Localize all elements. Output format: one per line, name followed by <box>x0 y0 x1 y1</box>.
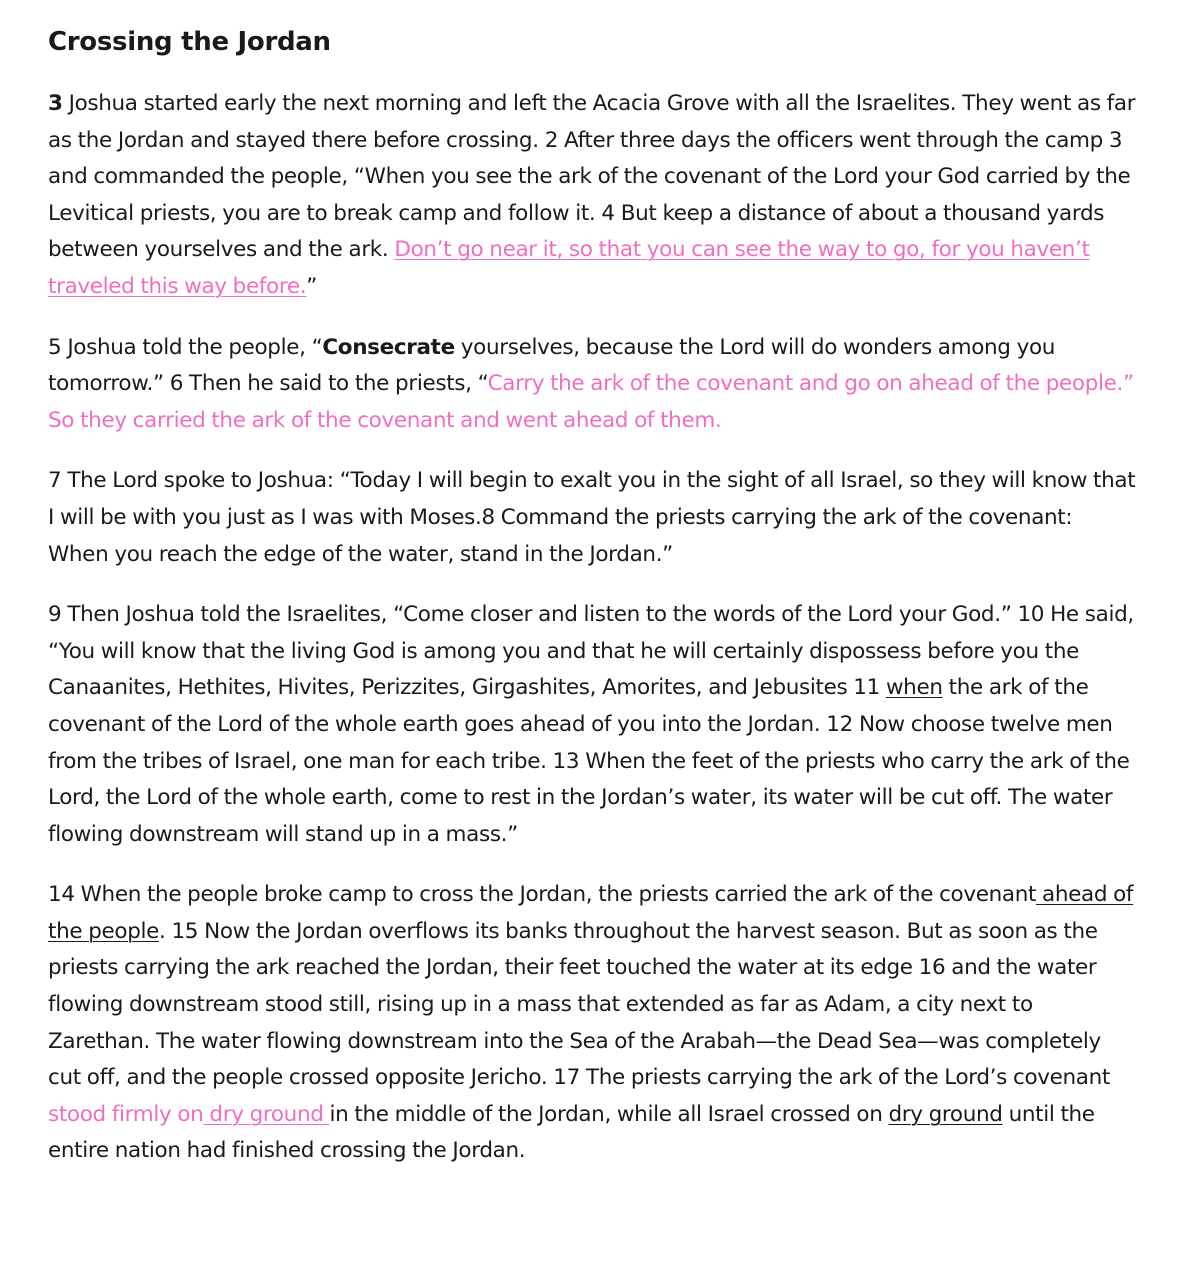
text-segment: Joshua started early the next morning and left the Acacia Grove with all the Israelites. They went as far as the Jordan and stayed there before crossing. 2 After three days the officers went through the camp 3 and commanded the people, “When you see the ark of the covenant of the Lord your God carried by the Levitical priests, you are to break camp and follow it. 4 But keep a distance of about a thousand yards between yourselves and the ark. <box>48 91 1136 263</box>
text-segment: 14 When the people broke camp to cross the Jordan, the priests carried the ark of the covenant <box>48 882 1037 908</box>
text-segment: until the entire nation had finished crossing the Jordan. <box>48 1101 1095 1164</box>
text-segment: 7 The Lord spoke to Joshua: “Today I will begin to exalt you in the sight of all Israel, so they will know that I will be with you just as I was with Moses.8 Command the priests carrying the ark of the covenant: When you reach the edge of the water, stand in the Jordan.” <box>48 468 1136 567</box>
text-segment: 9 Then Joshua told the Israelites, “Come closer and listen to the words of the Lord your God.” 10 He said, “You will know that the living God is among you and that he will certainly dispossess before you the Canaanites, Hethites, Hivites, Perizzites, Girgashites, Amorites, and Jebusites 11 <box>48 602 1134 701</box>
highlighted-underlined-text: Don’t go near it, so that you can see the way to go, for you haven’t traveled this way before. <box>48 237 1090 299</box>
paragraph-verses-1-4 <box>48 86 1138 306</box>
paragraph-verses-5-6 <box>48 330 1138 440</box>
text-segment: . 15 Now the Jordan overflows its banks throughout the harvest season. But as soon as the priests carrying the ark reached the Jordan, their feet touched the water at its edge 16 and the water flowing downstream stood still, rising up in a mass that extended as far as Adam, a city next to Zarethan. The water flowing downstream into the Sea of the Arabah—the Dead Sea—was completely cut off, and the people crossed opposite Jericho. 17 The priests carrying the ark of the Lord’s covenant <box>48 918 1110 1091</box>
paragraph-verses-14-17 <box>48 877 1138 1170</box>
chapter-number: 3 <box>48 91 63 116</box>
underlined-dry-ground: dry ground <box>888 1101 1003 1127</box>
highlighted-underlined-dry-ground: dry ground <box>203 1101 330 1127</box>
bold-word-consecrate: Consecrate <box>322 334 455 360</box>
paragraph-verses-7-8 <box>48 463 1138 573</box>
underlined-word-when: when <box>885 675 943 701</box>
text-segment: yourselves, because the Lord will do wonders among you tomorrow.” 6 Then he said to the priests, “ <box>48 334 1056 397</box>
text-segment: 5 Joshua told the people, “ <box>48 334 323 360</box>
text-segment: ” <box>306 273 318 299</box>
text-segment: in the middle of the Jordan, while all Israel crossed on <box>329 1101 889 1127</box>
underlined-ahead-of-the-people: ahead of the people <box>48 882 1134 944</box>
text-segment: the ark of the covenant of the Lord of the whole earth goes ahead of you into the Jordan. 12 Now choose twelve men from the tribes of Israel, one man for each tribe. 13 When the feet of the priests who carry the ark of the Lord, the Lord of the whole earth, come to rest in the Jordan’s water, its water will be cut off. The water flowing downstream will stand up in a mass.” <box>48 675 1130 847</box>
highlighted-text: stood firmly on <box>48 1101 204 1127</box>
paragraph-verses-9-13 <box>48 597 1138 853</box>
document-title: Crossing the Jordan <box>48 27 331 57</box>
highlighted-text: Carry the ark of the covenant and go on ahead of the people.” So they carried the ark of the covenant and went ahead of them. <box>48 371 1134 433</box>
